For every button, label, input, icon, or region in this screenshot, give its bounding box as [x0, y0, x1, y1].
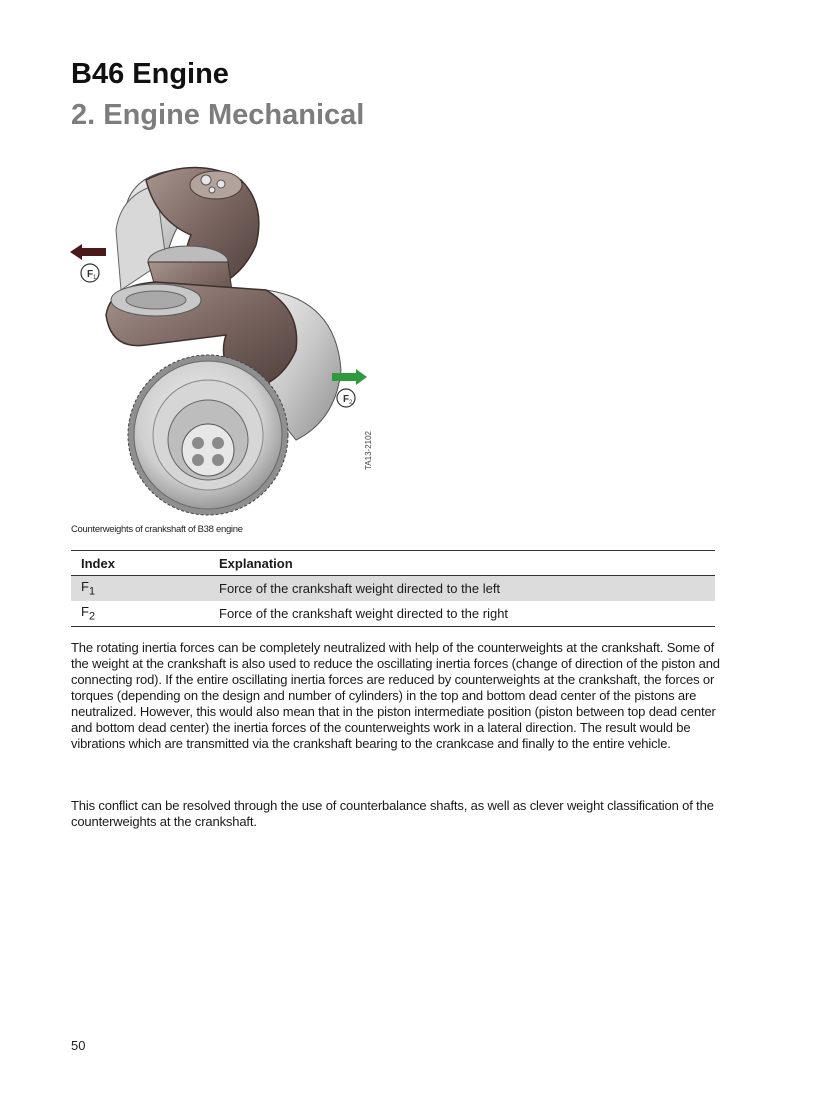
crankshaft-gear	[128, 355, 288, 515]
force-f1-arrow	[70, 244, 106, 260]
index-main: F	[81, 604, 89, 620]
f2-label-sub: 2	[349, 400, 353, 406]
f1-label-text: F	[87, 269, 94, 280]
f2-label-text: F	[343, 394, 350, 405]
table-row	[71, 601, 715, 627]
force-f1-label	[81, 264, 99, 282]
table-cell-index	[71, 601, 209, 627]
index-sub: 2	[88, 610, 95, 623]
table-header-row	[71, 551, 715, 576]
figure-caption: Counterweights of crankshaft of B38 engine	[71, 524, 243, 535]
page-number: 50	[71, 1038, 86, 1053]
index-table	[71, 550, 715, 627]
table-header-explanation: Explanation	[209, 551, 715, 576]
figure-code: TA13-2102	[364, 431, 373, 470]
table-header-index: Index	[71, 551, 209, 576]
table-row	[71, 576, 715, 602]
table-cell-explanation: Force of the crankshaft weight directed to the right	[209, 601, 715, 627]
body-paragraph-1: The rotating inertia forces can be completely neutralized with help of the counterweights at the crankshaft. Some of the weight at the crankshaft is also used to reduce the oscillating inertia forces (change of direction of the piston and connecting rod). If the entire oscillating inertia forces are reduced by counterweights at the crankshaft, the forces or torques (depending on the design and number of cylinders) in the top and bottom dead center of the pistons are neutralized. However, this would also mean that in the piston intermediate position (piston between top dead center and bottom dead center) the inertia forces of the counterweights work in a lateral direction. The result would be vibrations which are transmitted via the crankshaft bearing to the crankcase and finally to the entire vehicle.	[71, 640, 720, 751]
body-paragraph-2: This conflict can be resolved through the use of counterbalance shafts, as well as clever weight classification of the counterweights at the crankshaft.	[71, 798, 714, 829]
page-title: B46 Engine	[71, 58, 229, 90]
crankshaft-illustration	[66, 150, 396, 525]
section-title: 2. Engine Mechanical	[71, 99, 365, 131]
f1-label-sub: 1	[93, 275, 97, 281]
table-cell-index	[71, 576, 209, 602]
index-sub: 1	[88, 585, 95, 598]
index-main: F	[81, 579, 89, 595]
table-cell-explanation: Force of the crankshaft weight directed to the left	[209, 576, 715, 602]
force-f2-label	[337, 389, 355, 407]
crankshaft-figure	[66, 150, 396, 525]
